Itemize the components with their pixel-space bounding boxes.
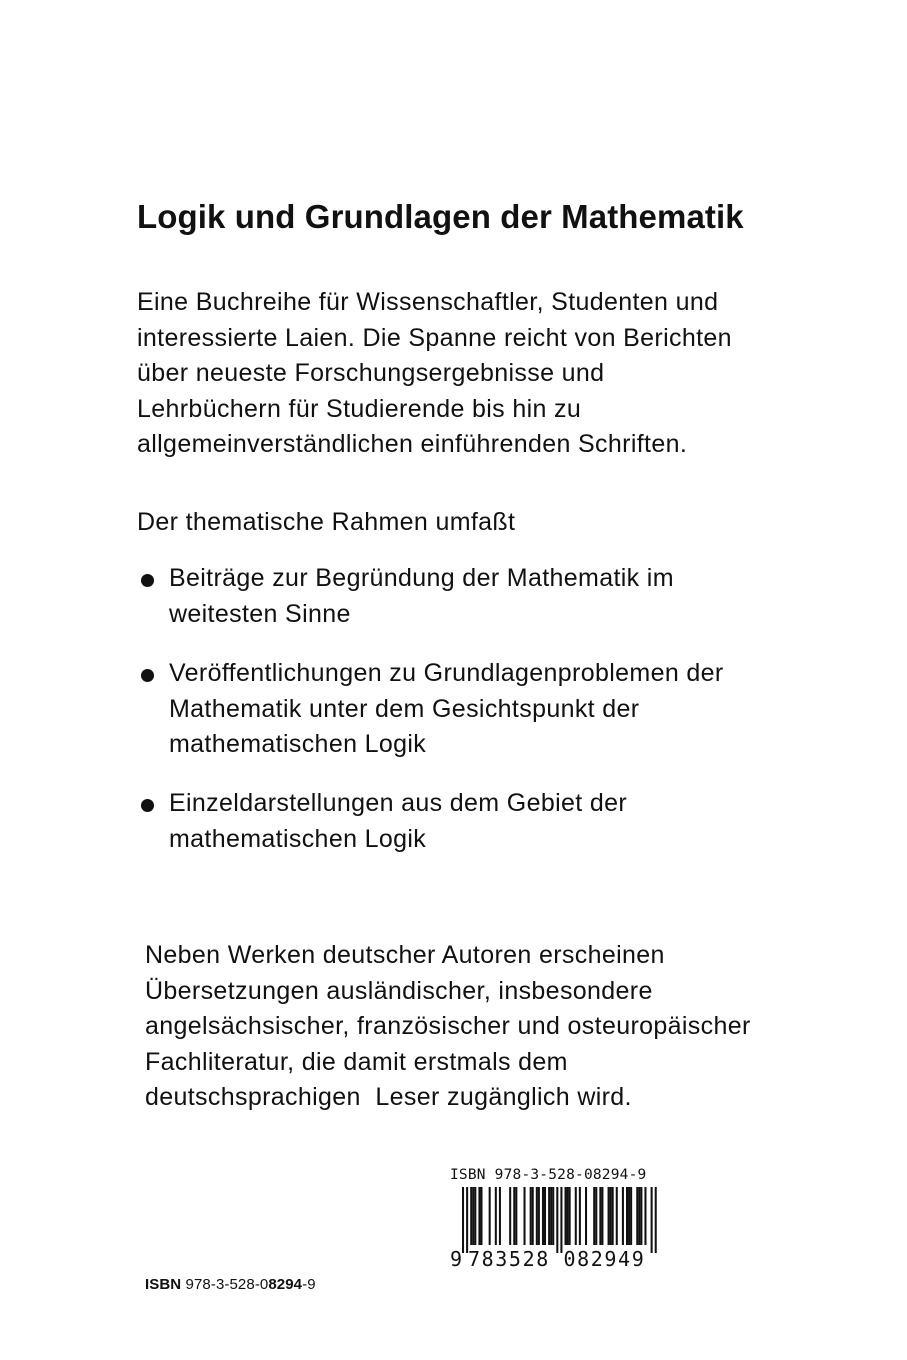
frame-line: Der thematische Rahmen umfaßt [137,508,516,536]
barcode-bar [575,1187,577,1245]
closing-line: Neben Werken deutscher Autoren erscheinen [145,941,665,969]
barcode-bar [538,1187,540,1245]
closing-paragraph [145,938,751,1116]
barcode-bar [601,1187,603,1245]
barcode-bar [636,1187,638,1245]
barcode-bar [599,1187,601,1245]
barcode-bar [478,1187,480,1245]
barcode-isbn-label: ISBN 978-3-528-08294-9 [450,1167,647,1183]
barcode-bar [626,1187,628,1245]
barcode-guard-bar [466,1187,468,1253]
barcode-bar [509,1187,511,1245]
bullet-dot-icon [141,799,154,812]
barcode-bar [585,1187,587,1245]
bullet-dot-icon [141,669,154,682]
barcode-bar [536,1187,538,1245]
intro-line: Lehrbüchern für Studierende bis hin zu [137,394,582,423]
intro-paragraph [137,285,732,463]
barcode-bar [622,1187,624,1245]
barcode-bar [495,1187,497,1245]
intro-line: über neueste Forschungsergebnisse und [137,359,605,387]
barcode-bar [630,1187,632,1245]
barcode-bar [638,1187,640,1245]
barcode-bar [628,1187,630,1245]
closing-line: Fachliteratur, die damit erstmals dem [145,1047,568,1076]
barcode-digit-first: 9 [450,1247,463,1271]
barcode-bar [569,1187,571,1245]
closing-line: deutschsprachigen Leser zugänglich wird. [145,1083,632,1111]
barcode-guard-bar [655,1187,657,1253]
barcode-bar [542,1187,544,1245]
barcode-bar [595,1187,597,1245]
barcode-guard-bar [651,1187,653,1253]
barcode [450,1167,670,1287]
barcode-bar [610,1187,612,1245]
series-title: Logik und Grundlagen der Mathematik [137,198,744,235]
barcode-bar [480,1187,482,1245]
topic-line: Mathematik unter dem Gesichtspunkt der [169,694,640,723]
barcode-bar [548,1187,550,1245]
barcode-bar [515,1187,517,1245]
barcode-bar [489,1187,491,1245]
barcode-bar [640,1187,642,1245]
barcode-bar [524,1187,526,1245]
intro-line: allgemeinverständlichen einführenden Schriften. [137,430,688,458]
barcode-digits-rest: 783528 082949 [468,1247,646,1271]
isbn-footer [145,1276,316,1293]
barcode-guard-bar [556,1187,558,1253]
barcode-bar [567,1187,569,1245]
topic-line: weitesten Sinne [169,599,351,628]
topic-line: Einzeldarstellungen aus dem Gebiet der [169,789,628,817]
topic-text [169,786,627,857]
barcode-bar [644,1187,646,1245]
bullet-dot-icon [141,574,154,587]
barcode-bar [550,1187,552,1245]
barcode-bar [530,1187,532,1245]
barcode-guard-bar [462,1187,464,1253]
barcode-bar [565,1187,567,1245]
intro-line: Eine Buchreihe für Wissenschaftler, Studenten und [137,288,719,316]
barcode-bar [499,1187,501,1245]
isbn-footer-label: ISBN [145,1276,182,1293]
isbn-footer-prefix: 978-3-528-0 [185,1276,269,1293]
frame-heading [137,505,515,541]
isbn-footer-suffix: -9 [302,1276,316,1293]
topic-line: Veröffentlichungen zu Grundlagenproblemen der [169,659,724,687]
barcode-bar [470,1187,472,1245]
intro-line: interessierte Laien. Die Spanne reicht von Berichten [137,323,732,352]
topic-text [169,656,724,763]
barcode-guard-bar [560,1187,562,1253]
barcode-bar [608,1187,610,1245]
barcode-bar [552,1187,554,1245]
barcode-bar [593,1187,595,1245]
topic-line: mathematischen Logik [169,824,427,853]
topic-line: mathematischen Logik [169,730,427,758]
isbn-footer-highlight: 8294 [268,1276,303,1293]
barcode-bar [532,1187,534,1245]
barcode-bar [474,1187,476,1245]
barcode-bar [544,1187,546,1245]
barcode-bar [612,1187,614,1245]
topic-text [169,561,674,632]
closing-line: angelsächsischer, französischer und osteuropäischer [145,1012,751,1040]
barcode-bar [513,1187,515,1245]
topic-line: Beiträge zur Begründung der Mathematik im [169,564,674,592]
barcode-bar [616,1187,618,1245]
closing-line: Übersetzungen ausländischer, insbesondere [145,976,653,1005]
barcode-bar [472,1187,474,1245]
barcode-bar [579,1187,581,1245]
